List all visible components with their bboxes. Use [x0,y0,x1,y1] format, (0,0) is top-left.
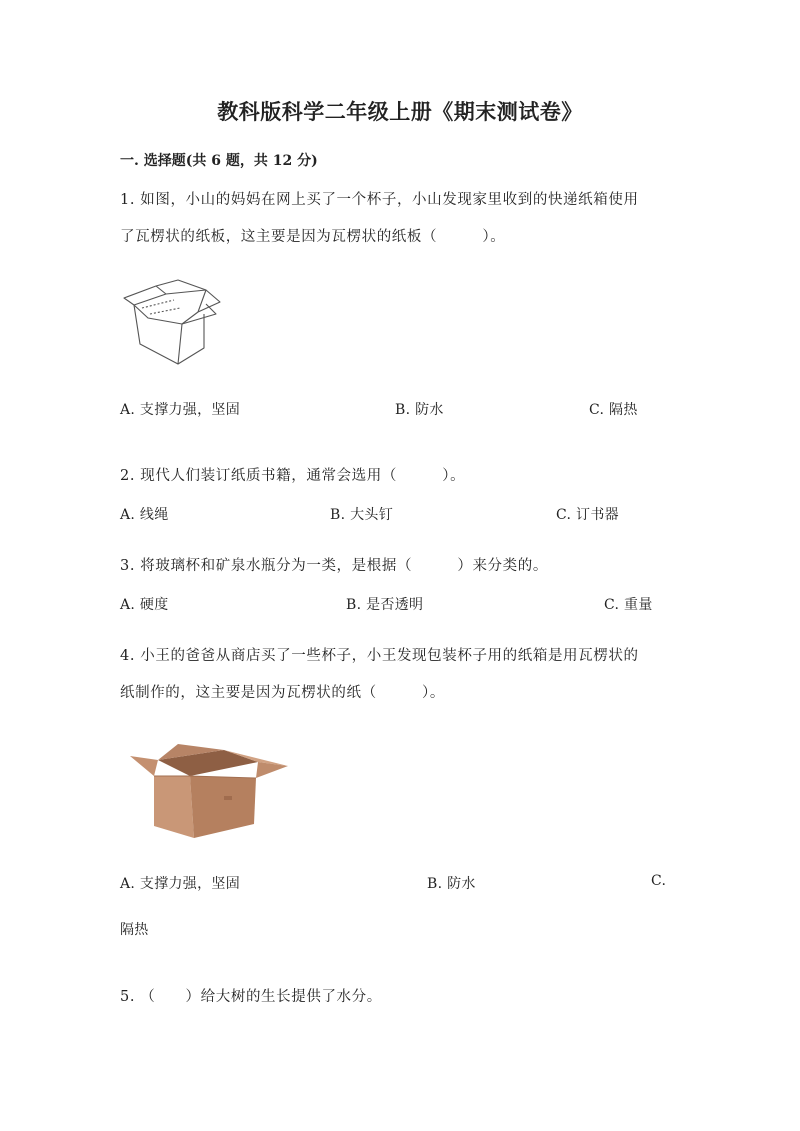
question-1-line-2: 了瓦楞状的纸板，这主要是因为瓦楞状的纸板（ ）。 [120,229,506,245]
question-3-option-b[interactable]: B. 是否透明 [346,597,424,613]
question-2-line-1: 2. 现代人们装订纸质书籍，通常会选用（ ）。 [120,468,466,484]
question-4-option-c-text: 隔热 [120,922,149,938]
question-3-option-a[interactable]: A. 硬度 [120,597,169,613]
question-4-line-2: 纸制作的，这主要是因为瓦楞状的纸（ ）。 [120,685,445,701]
question-4-option-b[interactable]: B. 防水 [427,876,476,892]
question-1-line-1: 1. 如图，小山的妈妈在网上买了一个杯子，小山发现家里收到的快递纸箱使用 [120,192,639,208]
question-1-option-c[interactable]: C. 隔热 [589,402,638,418]
question-4-option-a[interactable]: A. 支撑力强，坚固 [120,876,241,892]
page-title: 教科版科学二年级上册《期末测试卷》 [217,99,583,124]
question-1-option-a[interactable]: A. 支撑力强，坚固 [120,402,241,418]
question-2-option-c[interactable]: C. 订书器 [556,507,619,523]
question-2-option-b[interactable]: B. 大头钉 [330,507,393,523]
question-4-line-1: 4. 小王的爸爸从商店买了一些杯子，小王发现包装杯子用的纸箱是用瓦楞状的 [120,648,639,664]
question-4-option-c[interactable]: C. [651,873,667,889]
question-3-line-1: 3. 将玻璃杯和矿泉水瓶分为一类，是根据（ ）来分类的。 [120,558,548,574]
question-1-option-b[interactable]: B. 防水 [395,402,444,418]
question-5-line-1: 5. （ ）给大树的生长提供了水分。 [120,989,382,1005]
open-box-sketch-icon [120,278,232,370]
question-3-option-c[interactable]: C. 重量 [604,597,653,613]
open-cardboard-box-icon [128,742,292,842]
question-2-option-a[interactable]: A. 线绳 [120,507,169,523]
section-heading: 一. 选择题(共 6 题，共 12 分) [120,153,318,169]
